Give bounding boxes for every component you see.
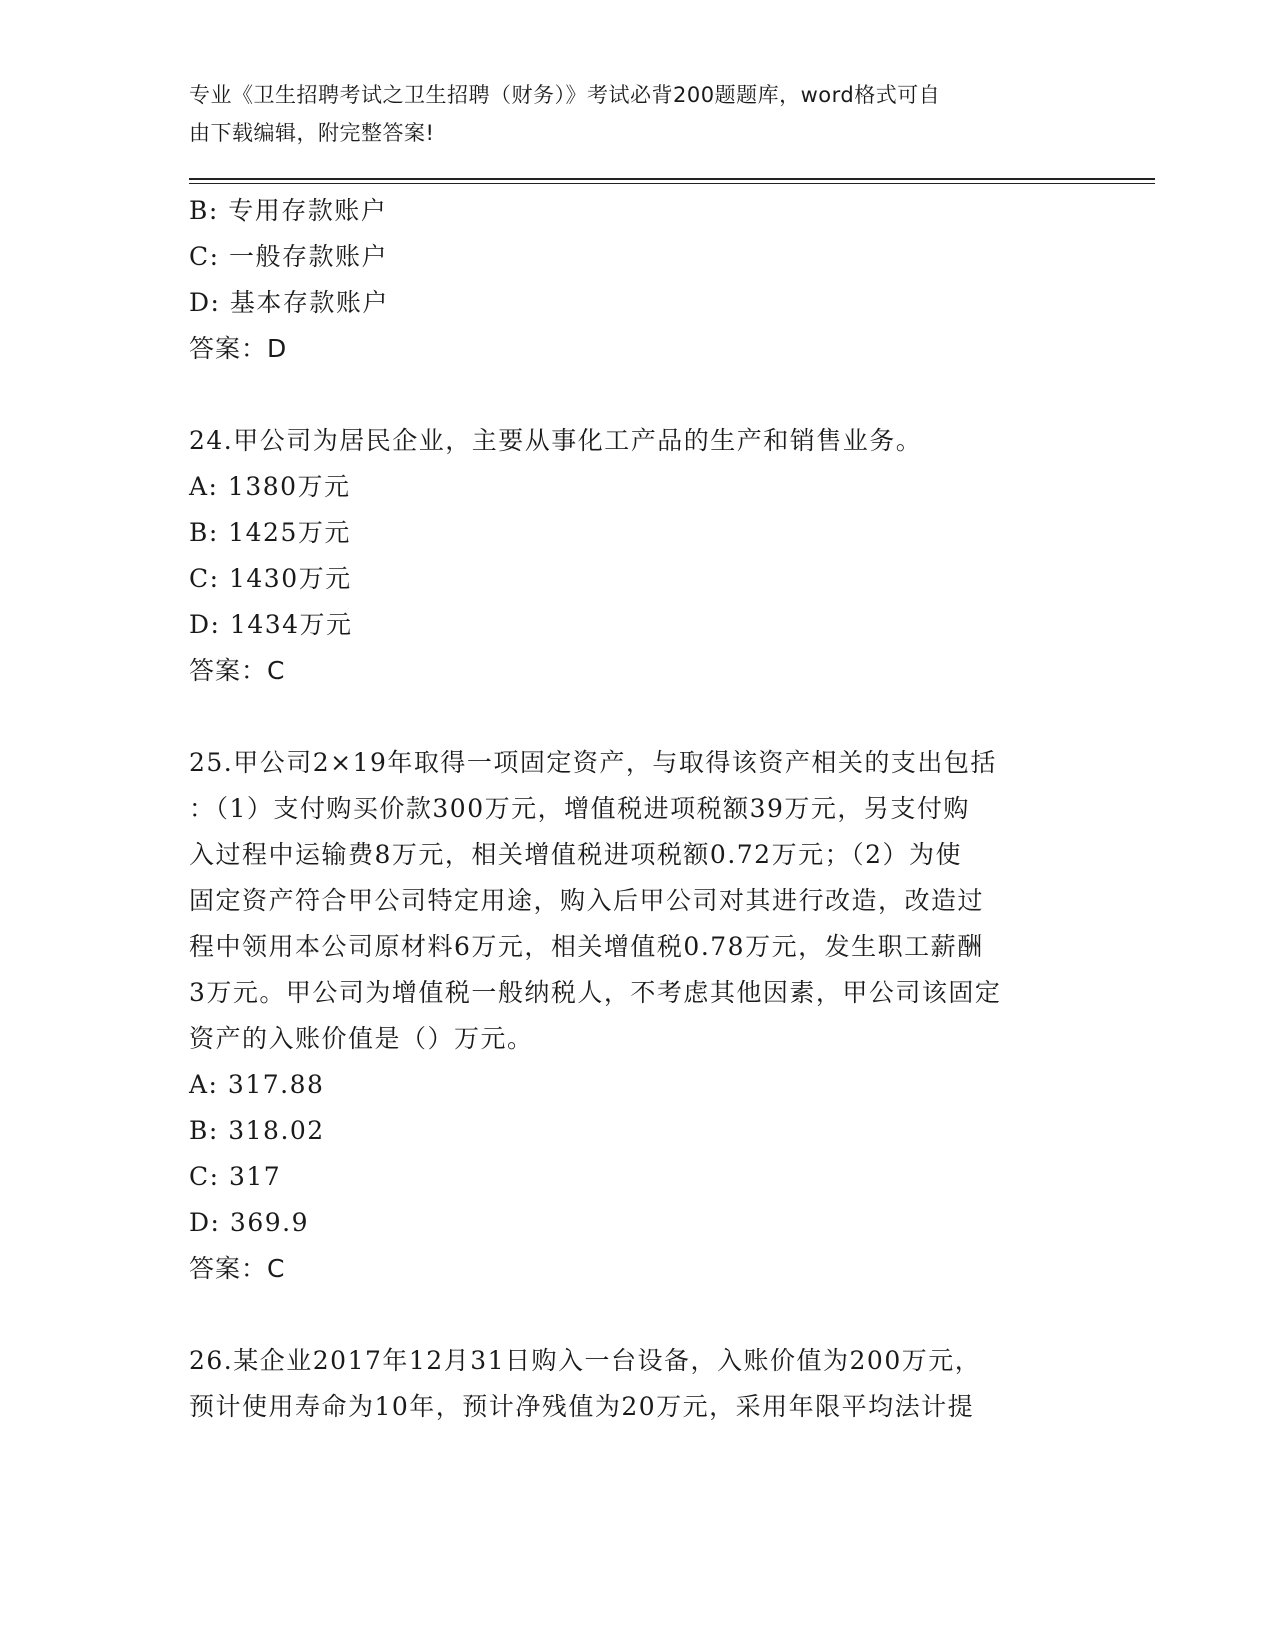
question-25 [189, 740, 1089, 1292]
option-b: B: 专用存款账户 [189, 196, 388, 225]
spacer [189, 372, 1089, 418]
header-divider-thin [189, 183, 1155, 184]
document-header [189, 76, 1069, 152]
option-d: D: 1434万元 [189, 610, 353, 639]
option-c: C: 317 [189, 1162, 282, 1191]
question-stem: 24.甲公司为居民企业，主要从事化工产品的生产和销售业务。 [189, 426, 923, 455]
answer-label: 答案：C [189, 656, 286, 685]
stem-line: 资产的入账价值是（）万元。 [189, 1024, 534, 1053]
option-b: B: 1425万元 [189, 518, 351, 547]
option-d: D: 369.9 [189, 1208, 309, 1237]
spacer [189, 1292, 1089, 1338]
question-23-tail [189, 188, 1089, 372]
header-divider-thick [189, 178, 1155, 180]
option-a: A: 1380万元 [189, 472, 351, 501]
option-d: D: 基本存款账户 [189, 288, 389, 317]
question-26 [189, 1338, 1089, 1430]
question-24 [189, 418, 1089, 694]
stem-line: 入过程中运输费8万元，相关增值税进项税额0.72万元；（2）为使 [189, 840, 962, 869]
stem-line: 固定资产符合甲公司特定用途，购入后甲公司对其进行改造，改造过 [189, 886, 985, 915]
stem-line: 3万元。甲公司为增值税一般纳税人，不考虑其他因素，甲公司该固定 [189, 978, 1002, 1007]
option-c: C: 1430万元 [189, 564, 352, 593]
spacer [189, 694, 1089, 740]
stem-line: ：（1）支付购买价款300万元，增值税进项税额39万元，另支付购 [189, 794, 970, 823]
stem-line: 25.甲公司2×19年取得一项固定资产，与取得该资产相关的支出包括 [189, 748, 997, 777]
question-stem [189, 1338, 1089, 1430]
answer-label: 答案：D [189, 334, 288, 363]
stem-line: 预计使用寿命为10年，预计净残值为20万元，采用年限平均法计提 [189, 1392, 975, 1421]
answer-label: 答案：C [189, 1254, 286, 1283]
option-b: B: 318.02 [189, 1116, 325, 1145]
option-c: C: 一般存款账户 [189, 242, 388, 271]
option-a: A: 317.88 [189, 1070, 325, 1099]
stem-line: 26.某企业2017年12月31日购入一台设备，入账价值为200万元， [189, 1346, 982, 1375]
question-stem [189, 740, 1089, 1062]
header-title-line-1: 专业《卫生招聘考试之卫生招聘（财务）》考试必背200题题库，word格式可自 [189, 83, 941, 107]
stem-line: 程中领用本公司原材料6万元，相关增值税0.78万元，发生职工薪酬 [189, 932, 984, 961]
question-content [189, 188, 1089, 1430]
header-title-line-2: 由下载编辑，附完整答案! [189, 121, 435, 145]
